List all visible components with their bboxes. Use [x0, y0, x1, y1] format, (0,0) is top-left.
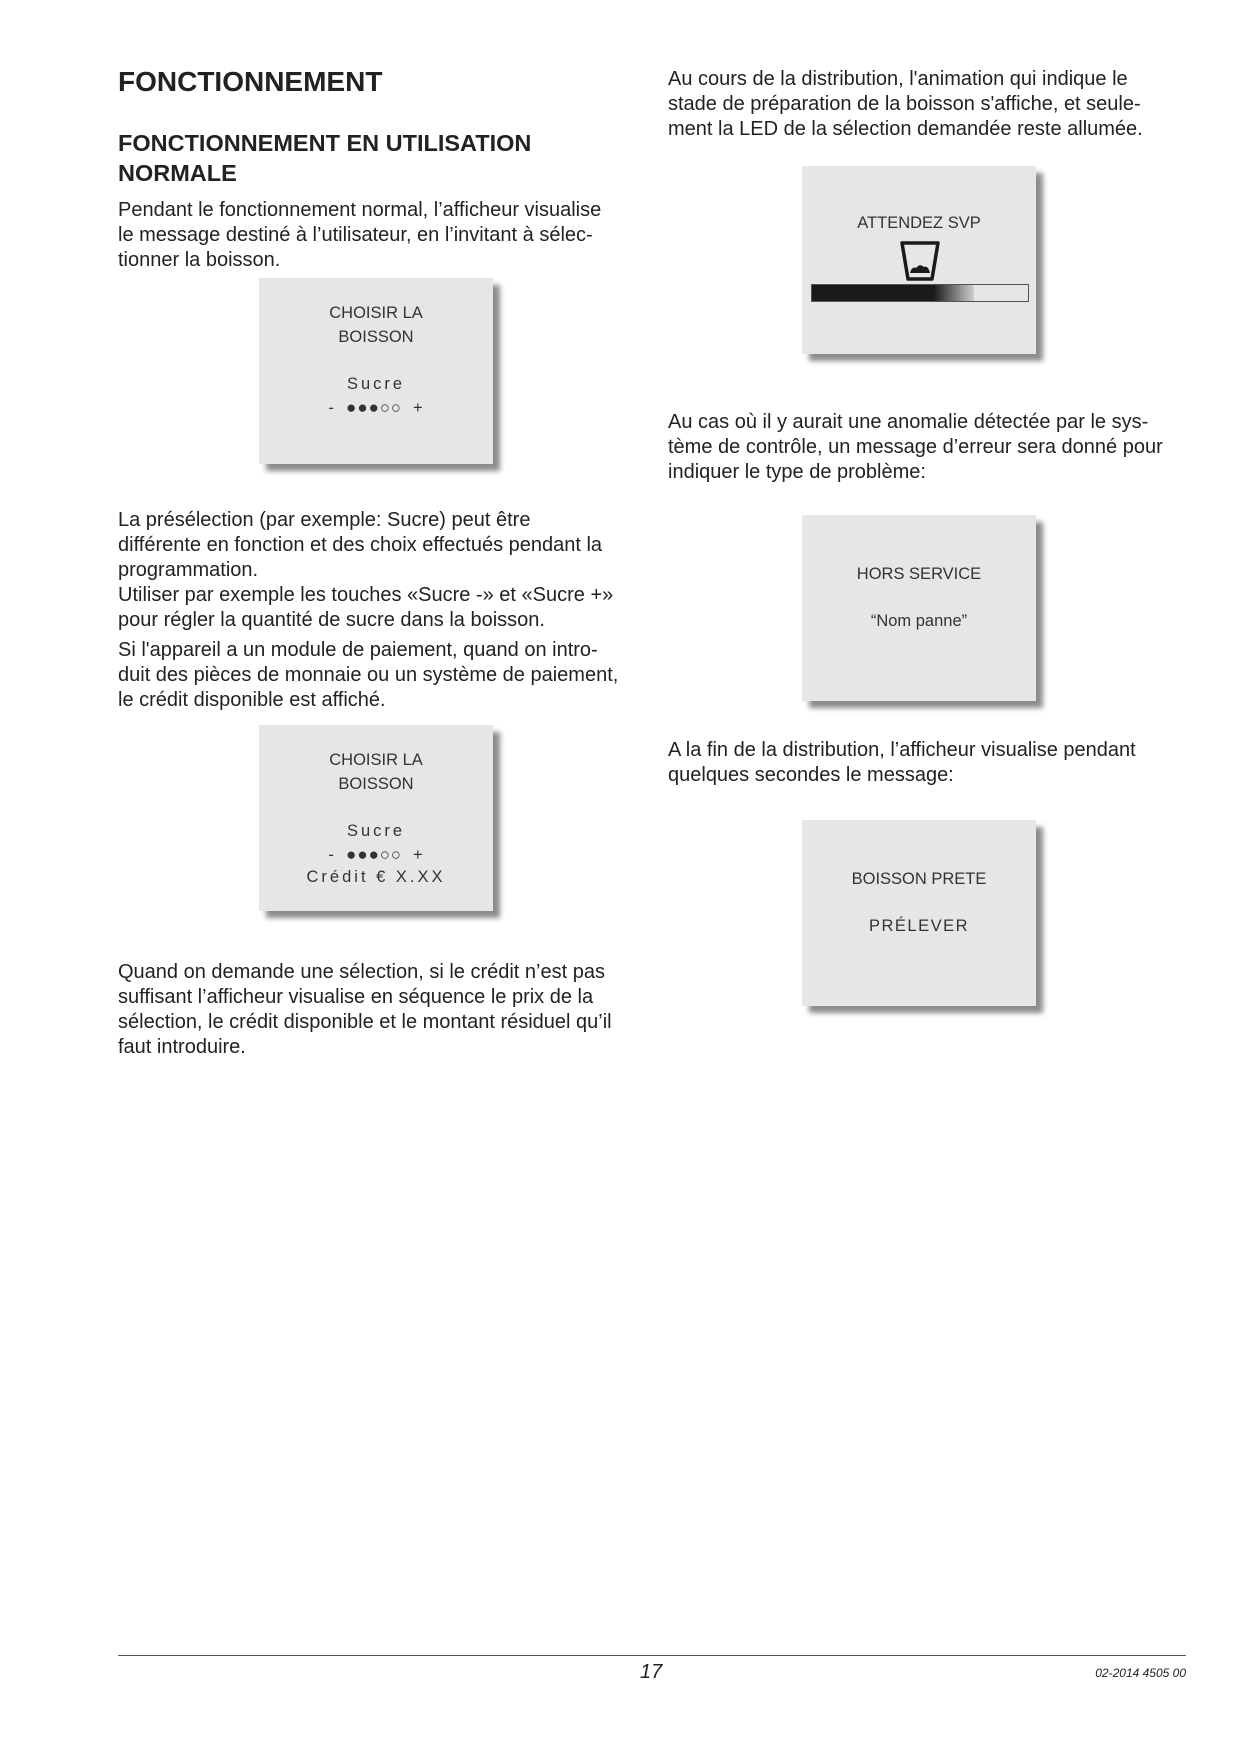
display-choose-drink-credit [259, 725, 493, 911]
display-choose-drink [259, 278, 493, 464]
display-out-of-service [802, 515, 1036, 701]
preselection-paragraph: La présélection (par exemple: Sucre) peut être différente en fonction et des choix effectués pendant la programmation. Utiliser par exemple les touches «Sucre -» et «Sucre +» pour régler la quantité de sucre dans la boisson. [118, 509, 614, 631]
display-line: CHOISIR LA [329, 751, 423, 769]
document-reference: 02-2014 4505 00 [1095, 1666, 1186, 1680]
display-credit: Crédit € X.XX [306, 868, 446, 886]
sugar-dots-filled: ●●● [346, 845, 380, 864]
end-dispensing-paragraph: A la fin de la distribution, l’afficheur visualise pendant quelques secondes le message: [668, 739, 1136, 786]
sugar-dots-empty: ○○ [379, 399, 402, 417]
error-paragraph: Au cas où il y aurait une anomalie détectée par le sys- tème de contrôle, un message d’erreur sera donné pour indiquer le type de problème: [668, 411, 1163, 483]
progress-bar [811, 284, 1029, 302]
display-fault-name: “Nom panne” [870, 612, 968, 630]
display-line: CHOISIR LA [329, 304, 423, 322]
sugar-dots-empty: ○○ [379, 846, 402, 864]
display-line: PRÉLEVER [868, 917, 970, 935]
section-heading-line1: FONCTIONNEMENT EN UTILISATION [118, 130, 532, 156]
display-line: BOISSON [338, 328, 414, 346]
display-line: ATTENDEZ SVP [857, 214, 981, 232]
progress-fill [812, 285, 974, 301]
sugar-level-indicator: - ●●●○○ + [328, 398, 424, 417]
section-heading-line2: NORMALE [118, 160, 237, 186]
dispensing-paragraph: Au cours de la distribution, l'animation qui indique le stade de préparation de la boisson s'affiche, et seule- ment la LED de la sélection demandée reste allumée. [668, 68, 1143, 140]
intro-paragraph: Pendant le fonctionnement normal, l’afficheur visualise le message destiné à l’utilisateur, en l’invitant à sélec- tionner la boisson. [118, 199, 602, 271]
display-sugar-label: Sucre [346, 822, 406, 840]
payment-paragraph: Si l'appareil a un module de paiement, quand on intro- duit des pièces de monnaie ou un système de paiement, le crédit disponible est affiché. [118, 639, 619, 711]
display-line: BOISSON PRETE [851, 870, 987, 888]
display-drink-ready [802, 820, 1036, 1006]
display-line: BOISSON [338, 775, 414, 793]
footer-divider [118, 1655, 1186, 1656]
display-please-wait [802, 166, 1036, 354]
display-line: HORS SERVICE [856, 565, 982, 583]
page-title: FONCTIONNEMENT [118, 66, 383, 97]
sugar-level-indicator: - ●●●○○ + [328, 845, 424, 864]
cup-icon [896, 239, 944, 283]
display-sugar-label: Sucre [346, 375, 406, 393]
section-heading [118, 128, 638, 188]
insufficient-credit-paragraph: Quand on demande une sélection, si le crédit n’est pas suffisant l’afficheur visualise en séquence le prix de la sélection, le crédit disponible et le montant résiduel qu’il faut introduire. [118, 961, 612, 1058]
sugar-dots-filled: ●●● [346, 398, 380, 417]
page-number: 17 [640, 1661, 663, 1683]
